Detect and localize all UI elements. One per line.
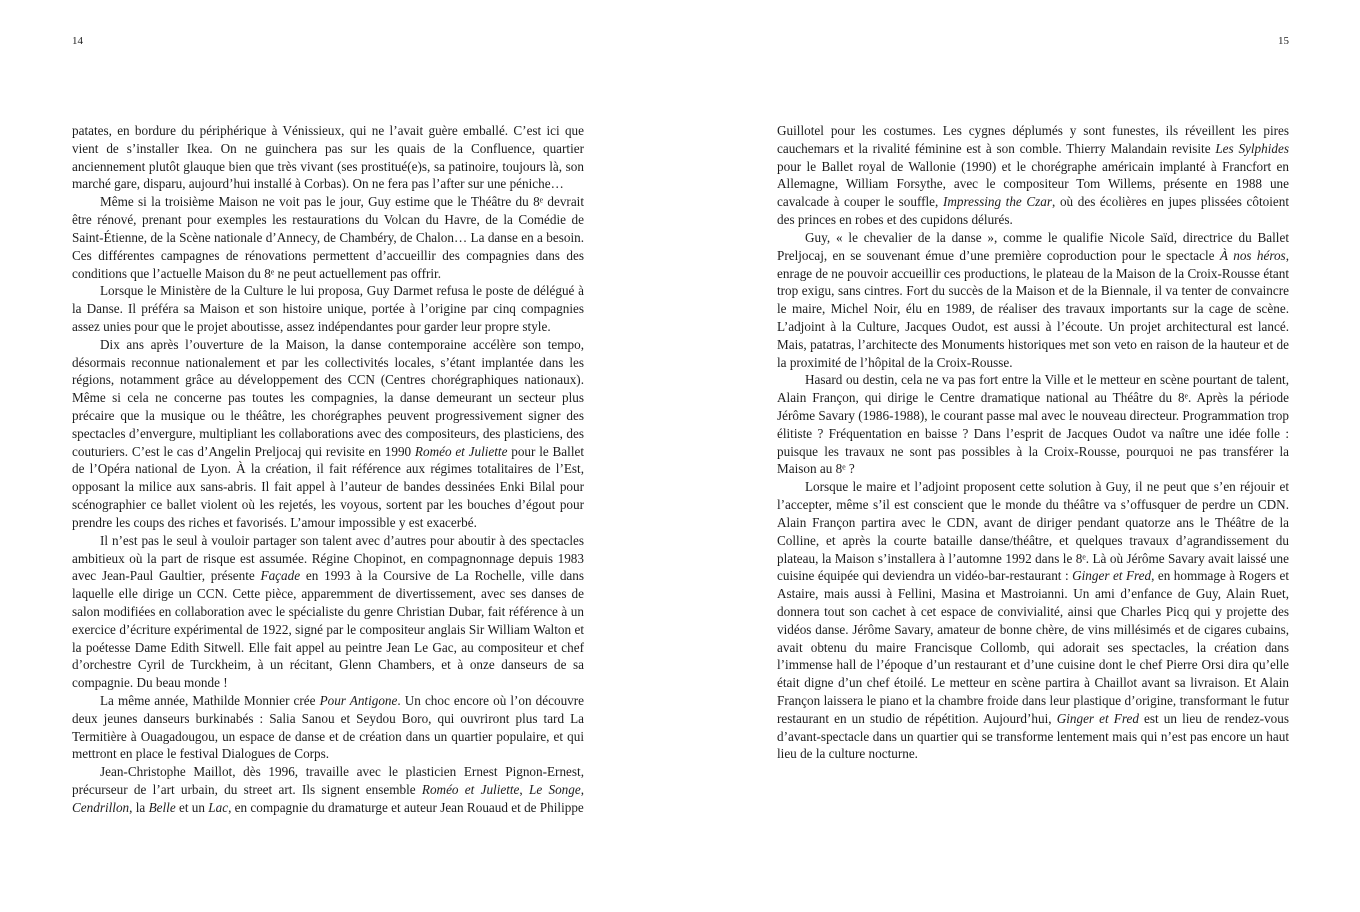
- text-segment: Lorsque le maire et l’adjoint proposent cette solution à Guy, il ne peut que s’en réjouir et l’accepter, même s’il est conscient que le monde du théâtre va s’offusquer de perdre un CDN. Alain Françon partira avec le CDN, avant de diriger pendant quatorze ans le Théâtre de la Colline, et après la courte bataille danse/théâtre, et quelques travaux d’agrandissement du plateau, la Maison s’installera à l’automne 1992 dans le 8ᵉ. Là où Jérôme Savary avait laissé une cuisine équipée qui deviendra un vidéo-bar-restaurant :: [777, 479, 1289, 584]
- paragraph: [72, 532, 584, 692]
- text-segment: Dix ans après l’ouverture de la Maison, la danse contemporaine accélère son tempo, désormais reconnue nationalement et par les collectivités locales, s’étant implantée dans les régions, notamment grâce au développement des CCN (Centres chorégraphiques nationaux). Même si cela ne concerne pas toutes les compagnies, la danse demeurant un secteur plus précaire que la musique ou le théâtre, les chorégraphes peuvent progressivement signer des spectacles d’envergure, multipliant les collaborations avec des compositeurs, des plasticiens, des couturiers. C’est le cas d’Angelin Preljocaj qui revisite en 1990: [72, 336, 584, 459]
- left-page-body: [72, 122, 584, 817]
- text-segment: , où des écolières en jupes plissées côtoient des princes en robes et des cupidons délurés.: [777, 194, 1289, 228]
- italic-title: Belle: [148, 799, 176, 815]
- text-segment: Guy, « le chevalier de la danse », comme le qualifie Nicole Saïd, directrice du Ballet Preljocaj, en se souvenant émue d’une première coproduction pour le spectacle: [777, 229, 1289, 263]
- text-segment: ,: [580, 782, 584, 798]
- paragraph: [72, 336, 584, 532]
- paragraph: [72, 282, 584, 335]
- italic-title: Ginger et Fred: [1072, 568, 1152, 584]
- italic-title: Les Sylphides: [1215, 140, 1289, 156]
- paragraph: [777, 229, 1289, 372]
- text-segment: Guillotel pour les costumes. Les cygnes déplumés y sont funestes, ils réveillent les pires cauchemars et la rivalité féminine est à son comble. Thierry Malandain revisite: [777, 123, 1289, 156]
- text-segment: Hasard ou destin, cela ne va pas fort entre la Ville et le metteur en scène pourtant de talent, Alain Françon, qui dirige le Centre dramatique national au Théâtre du 8ᵉ. Après la période Jérôme Savary (1986-1988), le courant passe mal avec le nouveau directeur. Programmation trop élitiste ? Fréquentation en baisse ? Dans l’esprit de Jacques Oudot va naître une idée folle : puisque les travaux ne sont pas possibles à la Croix-Rousse, pourquoi ne pas transférer la Maison au 8ᵉ ?: [777, 372, 1289, 477]
- text-segment: . Un choc encore où l’on découvre deux jeunes danseurs burkinabés : Salia Sanou et Seydou Boro, qui ouvriront plus tard La Termitière à Ouagadougou, un espace de danse et de création dans un quartier populaire, et qui mettront en place le festival Dialogues de Corps.: [72, 693, 584, 762]
- right-page-body: [777, 122, 1289, 763]
- italic-title: Le Songe: [529, 782, 581, 798]
- page-number-left: 14: [72, 35, 83, 47]
- italic-title: Cendrillon: [72, 799, 130, 815]
- page-number-right: 15: [1278, 35, 1289, 47]
- paragraph: [777, 478, 1289, 763]
- paragraph: [72, 763, 584, 816]
- italic-title: Roméo et Juliette: [414, 443, 508, 459]
- text-segment: pour le Ballet royal de Wallonie (1990) et le chorégraphe américain implanté à Francfort en Allemagne, William Forsythe, avec le compositeur Tom Willems, présente en 1988 une cavalcade à couper le souffle,: [777, 158, 1289, 210]
- paragraph: [777, 371, 1289, 478]
- paragraph: [777, 122, 1289, 229]
- paragraph: [72, 193, 584, 282]
- paragraph: [72, 692, 584, 763]
- text-segment: patates, en bordure du périphérique à Vénissieux, qui ne l’avait guère emballé. C’est ici que vient de s’installer Ikea. On ne guinchera pas sur les quais de la Confluence, quartier anciennement plutôt glauque bien que très vivant (ses prostitué(e)s, sa patinoire, toujours là, son marché gare, disparu, aujourd’hui installé à Corbas). On ne fera pas l’after sur une péniche…: [72, 123, 584, 192]
- right-page: [680, 0, 1360, 912]
- italic-title: À nos héros: [1219, 247, 1286, 263]
- text-segment: en 1993 à la Coursive de La Rochelle, ville dans laquelle elle dirige un CCN. Cette pièce, apparemment de divertissement, avec ses danses de salon modifiées en collaboration avec le spécialiste du genre Christian Dubar, fait référence à un exercice d’écriture expérimental de 1922, signé par le compositeur anglais Sir William Walton et la poétesse Dame Edith Sitwell. Elle fait appel au peintre Jean Le Gac, au compositeur et chef d’orchestre Cyril de Turckheim, à un récitant, Glenn Chambers, et à onze danseurs de sa compagnie. Du beau monde !: [72, 568, 584, 691]
- text-segment: Lorsque le Ministère de la Culture le lui proposa, Guy Darmet refusa le poste de délégué à la Danse. Il préféra sa Maison et son histoire unique, portée à l’origine par cinq compagnies assez unies pour que le projet aboutisse, assez indépendantes pour garder leur propre style.: [72, 283, 584, 334]
- italic-title: Lac: [208, 799, 229, 815]
- text-segment: La même année, Mathilde Monnier crée: [100, 693, 320, 708]
- paragraph: [72, 122, 584, 193]
- italic-title: Impressing the Czar: [942, 194, 1053, 210]
- text-segment: Jean-Christophe Maillot, dès 1996, travaille avec le plasticien Ernest Pignon-Ernest, précurseur de l’art urbain, du street art. Ils signent ensemble: [72, 764, 584, 798]
- text-segment: , en compagnie du dramaturge et auteur Jean Rouaud et de Philippe: [228, 799, 584, 815]
- text-segment: et un: [175, 799, 209, 815]
- text-segment: Même si la troisième Maison ne voit pas le jour, Guy estime que le Théâtre du 8ᵉ devrait être rénové, prenant pour exemples les restaurations du Volcan du Havre, de la Comédie de Saint-Étienne, de la Scène nationale d’Annecy, de Chambéry, de Chalon… La danse en a besoin. Ces différentes campagnes de rénovations permettent d’accueillir des compagnies dans des conditions que l’actuelle Maison du 8ᵉ ne peut actuellement pas offrir.: [72, 194, 584, 281]
- text-segment: Il n’est pas le seul à vouloir partager son talent avec d’autres pour aboutir à des spectacles ambitieux où la part de risque est assumée. Régine Chopinot, en compagnonnage depuis 1983 avec Jean-Paul Gaultier, présente: [72, 532, 584, 584]
- italic-title: Roméo et Juliette: [421, 782, 520, 798]
- text-segment: ,: [519, 782, 529, 798]
- text-segment: , en hommage à Rogers et Astaire, mais aussi à Fellini, Masina et Mastroianni. Un ami d’enfance de Guy, Alain Ruet, donnera tout son cachet à cet espace de convivialité, ainsi que Charles Picq qui y projette des vidéos danse. Jérôme Savary, amateur de bonne chère, de vins millésimés et de cigares cubains, avait obtenu du maire Francisque Collomb, qui adorait ses spectacles, la création dans l’immense hall de l’époque d’un restaurant et d’une cuisine dont le chef Pierre Orsi dira qu’elle était digne d’un chef étoilé. Le metteur en scène partira à Chaillot avant sa livraison. Et Alain Françon laissera le piano et la chambre froide dans leur plastique d’origine, transformant le futur restaurant en un studio de répétition. Aujourd’hui,: [777, 568, 1289, 726]
- text-segment: est un lieu de rendez-vous d’avant-spectacle dans un quartier qui se transforme lentement mais qui n’est pas encore un haut lieu de la culture nocturne.: [777, 710, 1289, 762]
- italic-title: Pour Antigone: [319, 693, 398, 708]
- text-segment: , enrage de ne pouvoir accueillir ces productions, le plateau de la Maison de la Croix-Rousse étant trop exigu, sans cintres. Fort du succès de la Maison et de la Biennale, il va tenter de convaincre le maire, Michel Noir, élu en 1989, de réaliser des travaux importants sur la cage de scène. L’adjoint à la Culture, Jacques Oudot, est aussi à l’écoute. Un projet architectural est lancé. Mais, patatras, l’architecte des Monuments historiques met son veto en raison de la hauteur et de la proximité de l’hôpital de la Croix-Rousse.: [777, 247, 1289, 370]
- text-segment: , la: [129, 799, 149, 815]
- italic-title: Façade: [260, 568, 301, 584]
- italic-title: Ginger et Fred: [1056, 710, 1139, 726]
- text-segment: pour le Ballet de l’Opéra national de Lyon. À la création, il fait référence aux régimes totalitaires de l’Est, opposant la milice aux sans-abris. Il fait appel à l’auteur de bandes dessinées Enki Bilal pour scénographier ce ballet violent où les rejetés, les voyous, sortent par les bouches d’égout pour prendre les coups des riches et favorisés. L’amour impossible y est exacerbé.: [72, 443, 584, 530]
